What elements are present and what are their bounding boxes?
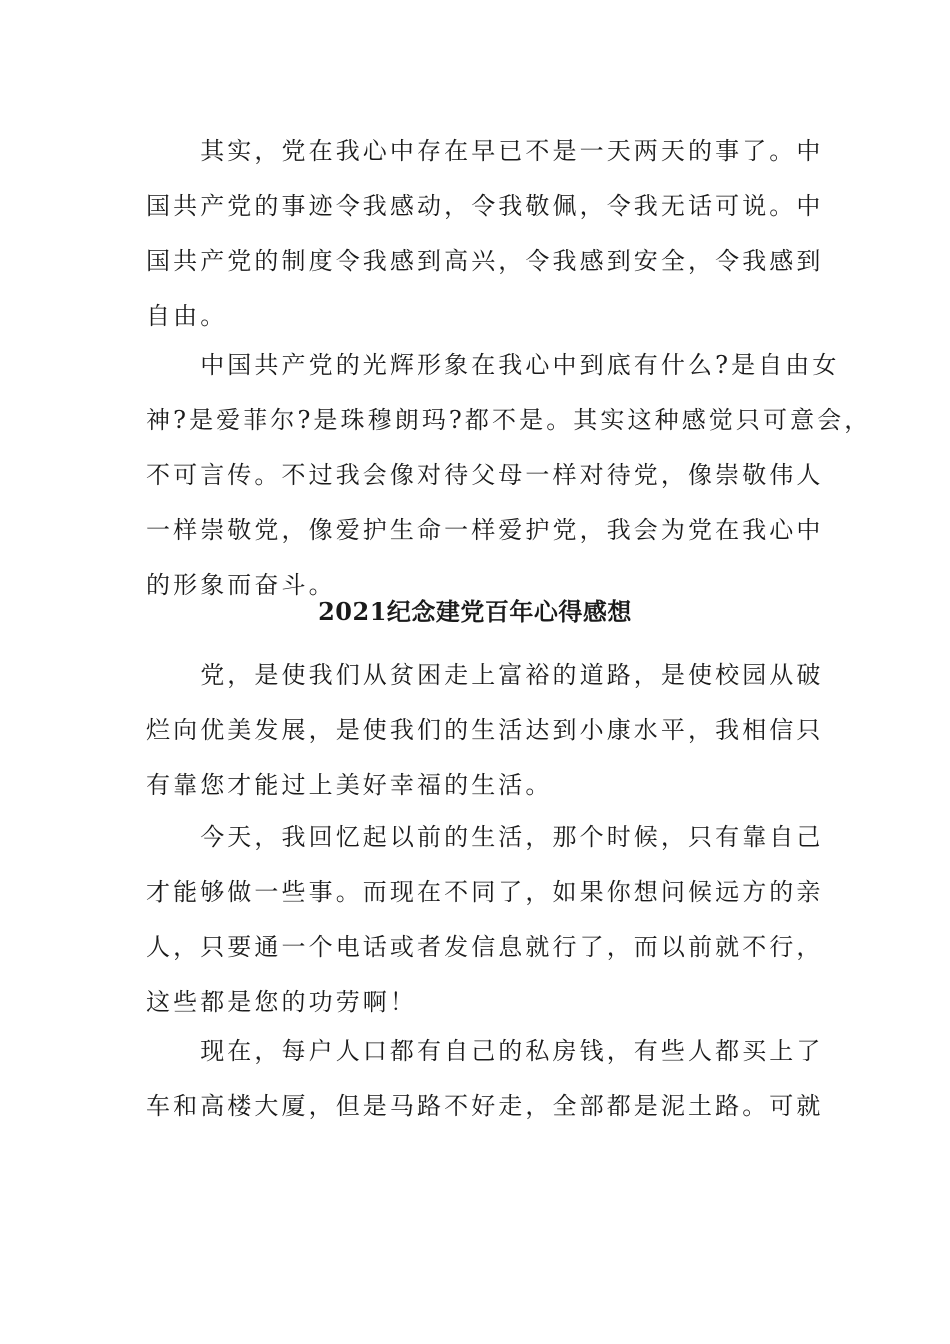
paragraph-line: 烂向优美发展，是使我们的生活达到小康水平，我相信只 (146, 716, 824, 744)
paragraph-4 (146, 810, 824, 1030)
paragraph-line: 一样崇敬党，像爱护生命一样爱护党，我会为党在我心中 (146, 516, 824, 544)
paragraph-line: 国共产党的事迹令我感动，令我敬佩，令我无话可说。中 (146, 192, 824, 220)
paragraph-line: 人，只要通一个电话或者发信息就行了，而以前就不行， (146, 933, 824, 961)
paragraph-line: 自由。 (146, 302, 228, 330)
paragraph-1 (146, 124, 824, 344)
paragraph-line: 今天，我回忆起以前的生活，那个时候，只有靠自己 (146, 823, 824, 851)
paragraph-line: 其实，党在我心中存在早已不是一天两天的事了。中 (146, 137, 824, 165)
paragraph-line: 这些都是您的功劳啊！ (146, 988, 417, 1016)
paragraph-line: 党，是使我们从贫困走上富裕的道路，是使校园从破 (146, 661, 824, 689)
paragraph-line: 才能够做一些事。而现在不同了，如果你想问候远方的亲 (146, 878, 824, 906)
paragraph-line: 现在，每户人口都有自己的私房钱，有些人都买上了 (146, 1037, 824, 1065)
document-title: 2021纪念建党百年心得感想 (318, 597, 632, 626)
paragraph-line: 不可言传。不过我会像对待父母一样对待党，像崇敬伟人 (146, 461, 824, 489)
paragraph-3 (146, 648, 824, 813)
paragraph-line: 车和高楼大厦，但是马路不好走，全部都是泥土路。可就 (146, 1092, 824, 1120)
paragraph-5 (146, 1024, 824, 1134)
paragraph-line: 的形象而奋斗。 (146, 571, 336, 599)
paragraph-line: 有靠您才能过上美好幸福的生活。 (146, 771, 553, 799)
paragraph-2 (146, 338, 872, 613)
paragraph-line: 中国共产党的光辉形象在我心中到底有什么?是自由女 (146, 351, 840, 379)
paragraph-line: 神?是爱菲尔?是珠穆朗玛?都不是。其实这种感觉只可意会， (146, 406, 872, 434)
paragraph-line: 国共产党的制度令我感到高兴，令我感到安全，令我感到 (146, 247, 824, 275)
